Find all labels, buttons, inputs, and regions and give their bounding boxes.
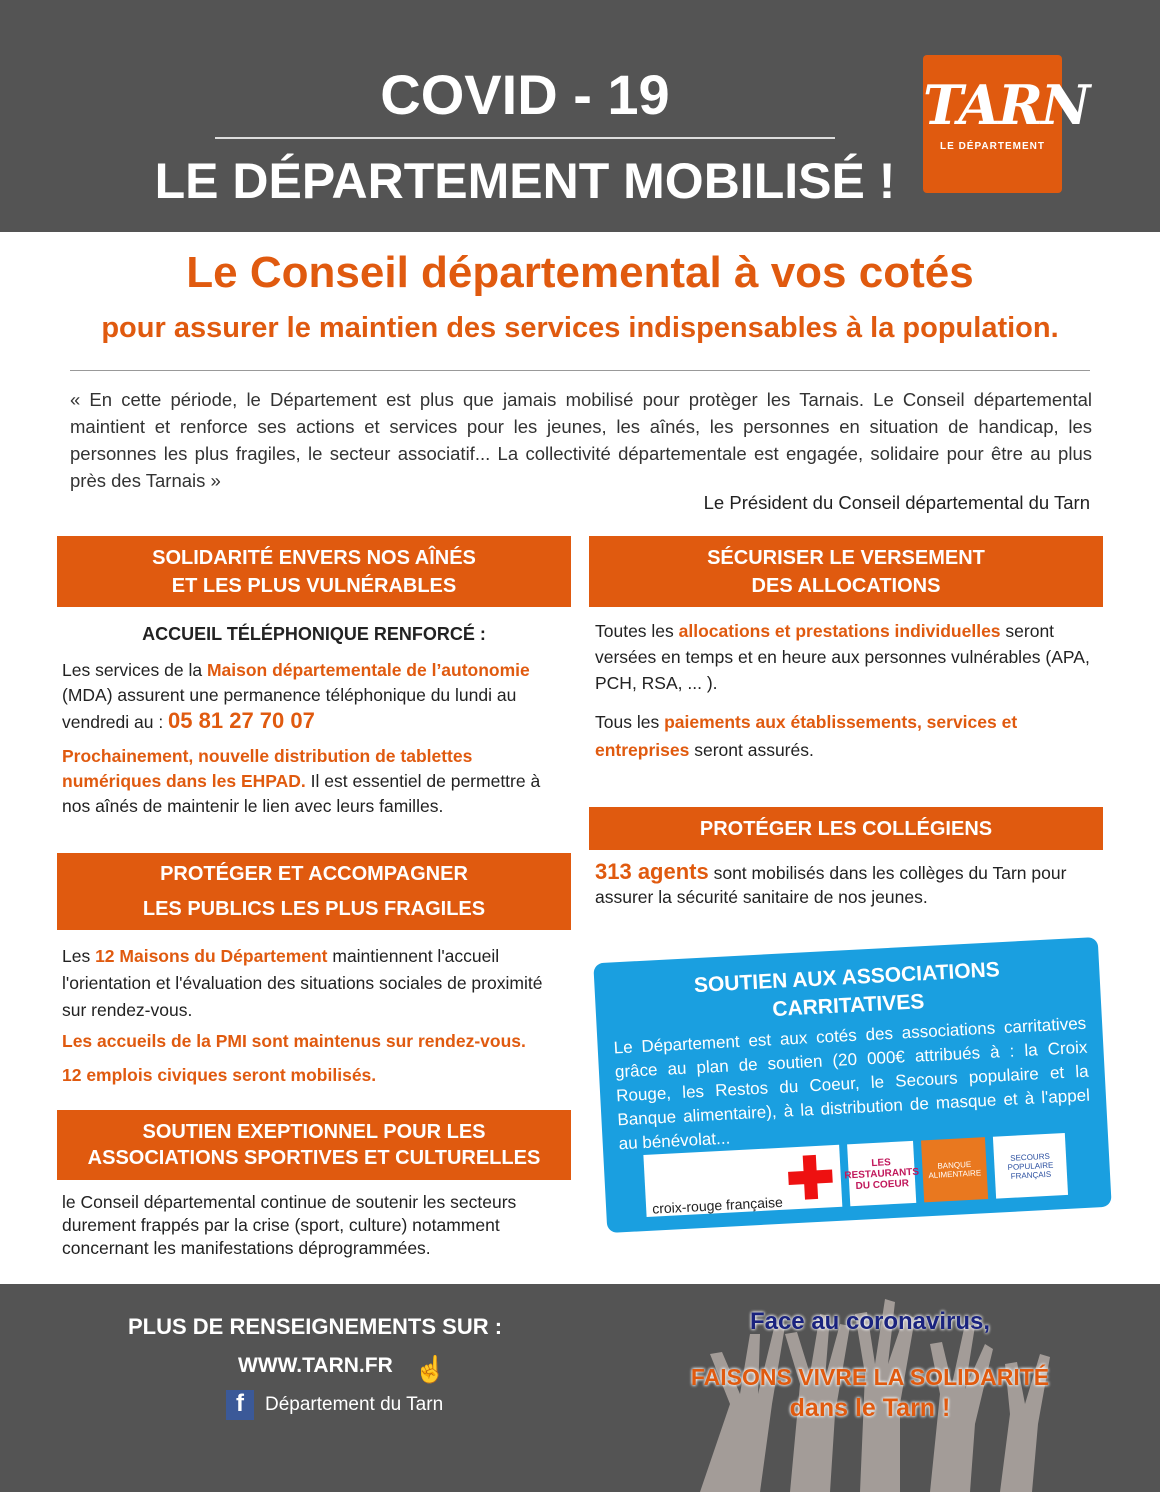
facebook-icon[interactable]: f — [226, 1390, 254, 1420]
payments-highlight: paiements aux établissements, services et entreprises — [595, 712, 1018, 760]
title-line: SOUTIEN AUX ASSOCIATIONS — [693, 958, 1001, 998]
website-link[interactable]: WWW.TARN.FR — [238, 1354, 393, 1377]
phone-number[interactable]: 05 81 27 70 07 — [168, 708, 315, 733]
tablets-paragraph — [62, 744, 567, 819]
text: seront assurés. — [689, 740, 814, 760]
logo-subtext: LE DÉPARTEMENT — [940, 141, 1045, 152]
header-line: SOUTIEN EXEPTIONNEL POUR LES — [142, 1121, 486, 1143]
text: maintiennent l'accueil l'orientation et l'évaluation des situations sociales de proximité sur rendez-vous. — [62, 946, 543, 1020]
text: Toutes les — [595, 621, 679, 641]
header-line: SOLIDARITÉ ENVERS NOS AÎNÉS — [152, 546, 476, 569]
text: sont mobilisés dans les collèges du Tarn pour assurer la sécurité sanitaire de nos jeunes. — [595, 863, 1067, 907]
logo-text: SECOURS POPULAIRE FRANÇAIS — [1007, 1151, 1054, 1181]
charity-text: Le Département est aux cotés des associations carritatives grâce au plan de soutien (20 000€ attribués à : la Croix Rouge, les Restos du Coeur, le Secours populaire et la Banque alimentaire), à la distribution de masque et à l'appel au bénévolat... — [613, 1013, 1091, 1154]
section-header-seniors — [57, 536, 571, 607]
agents-count: 313 agents — [595, 859, 709, 884]
agents-paragraph — [595, 860, 1095, 909]
quote-signature: Le Président du Conseil départemental du Tarn — [703, 492, 1090, 513]
header-line: PROTÉGER ET ACCOMPAGNER — [160, 862, 468, 885]
text: seront versées en temps et en heure aux personnes vulnérables (APA, PCH, RSA, ... ). — [595, 621, 1090, 693]
text: Il est essentiel de permettre à nos aînés de maintenir le lien avec leurs familles. — [62, 771, 541, 816]
logo-text: LES RESTAURANTS DU COEUR — [844, 1156, 920, 1192]
intro-title: Le Conseil départemental à vos cotés — [186, 248, 974, 297]
pointer-hand-icon: ☝ — [414, 1354, 447, 1384]
header-line: ET LES PLUS VULNÉRABLES — [171, 574, 457, 597]
allocations-highlight: allocations et prestations individuelles — [678, 621, 1001, 641]
slogan-line-2: FAISONS VIVRE LA SOLIDARITÉ — [690, 1364, 1050, 1390]
payments-paragraph — [595, 708, 1095, 764]
text: (MDA) assurent une permanence téléphonique du lundi au vendredi au : — [62, 685, 517, 732]
pmi-text: Les accueils de la PMI sont maintenus sur rendez-vous. — [62, 1031, 526, 1051]
header-line: LES PUBLICS LES PLUS FRAGILES — [142, 897, 486, 920]
restos-du-coeur-logo — [844, 1141, 920, 1206]
croix-rouge-logo — [643, 1145, 842, 1217]
slogan-line-1: Face au coronavirus, — [749, 1308, 991, 1335]
section-header-allocations — [589, 536, 1103, 607]
intro-subtitle: pour assurer le maintien des services indispensables à la population. — [101, 312, 1059, 344]
facebook-link[interactable]: Département du Tarn — [265, 1394, 444, 1415]
main-subtitle: LE DÉPARTEMENT MOBILISÉ ! — [154, 153, 896, 209]
main-title: COVID - 19 — [380, 63, 670, 126]
header-line: ASSOCIATIONS SPORTIVES ET CULTURELLES — [87, 1147, 541, 1169]
slogan-line-3: dans le Tarn ! — [789, 1394, 951, 1422]
divider — [215, 137, 835, 139]
mda-paragraph — [62, 658, 567, 735]
red-cross-icon: ✚ — [784, 1145, 837, 1213]
header-banner — [0, 0, 1160, 232]
logo-text: croix-rouge française — [651, 1193, 784, 1217]
tarn-logo — [923, 55, 1089, 193]
header-line: DES ALLOCATIONS — [751, 574, 941, 597]
civic-jobs-text: 12 emplois civiques seront mobilisés. — [62, 1065, 377, 1085]
associations-paragraph: le Conseil départemental continue de soutenir les secteurs durement frappés par la crise (sport, culture) notamment concernant les manifestations déprogrammées. — [62, 1192, 517, 1258]
header-line: SÉCURISER LE VERSEMENT — [707, 546, 985, 569]
title-line: CARRITATIVES — [771, 990, 925, 1022]
logo-text: BANQUE ALIMENTAIRE — [928, 1159, 982, 1181]
section-header-collegiens — [589, 807, 1103, 850]
text: Les — [62, 946, 96, 966]
section-header-fragile — [57, 853, 571, 930]
header-line: PROTÉGER LES COLLÉGIENS — [699, 817, 993, 840]
maisons-highlight: 12 Maisons du Département — [95, 946, 328, 966]
maisons-paragraph — [62, 943, 567, 1024]
text: Les services de la — [62, 660, 207, 680]
mda-highlight: Maison départementale de l’autonomie — [206, 660, 530, 680]
allocations-paragraph — [595, 618, 1095, 696]
charity-support-box — [593, 937, 1111, 1233]
section-header-associations — [57, 1110, 571, 1180]
divider — [70, 370, 1090, 371]
president-quote: « En cette période, le Département est plus que jamais mobilisé pour protèger les Tarnais. Le Conseil départemental maintient et renforce ses actions et services pour les jeunes, les aînés, les personnes en situation de handicap, les personnes les plus fragiles, le secteur associatif... La collectivité départementale est engagée, solidaire pour être au plus près des Tarnais » — [70, 389, 1092, 491]
banque-alimentaire-logo — [921, 1137, 988, 1202]
more-info-label: PLUS DE RENSEIGNEMENTS SUR : — [128, 1314, 503, 1339]
secours-populaire-logo — [993, 1133, 1068, 1199]
phone-heading: ACCUEIL TÉLÉPHONIQUE RENFORCÉ : — [142, 624, 486, 644]
tablets-highlight: Prochainement, nouvelle distribution de tablettes numériques dans les EHPAD. — [62, 746, 473, 791]
text: Tous les — [595, 712, 665, 732]
logo-text: TARN — [923, 73, 1089, 137]
footer — [0, 1284, 1160, 1492]
